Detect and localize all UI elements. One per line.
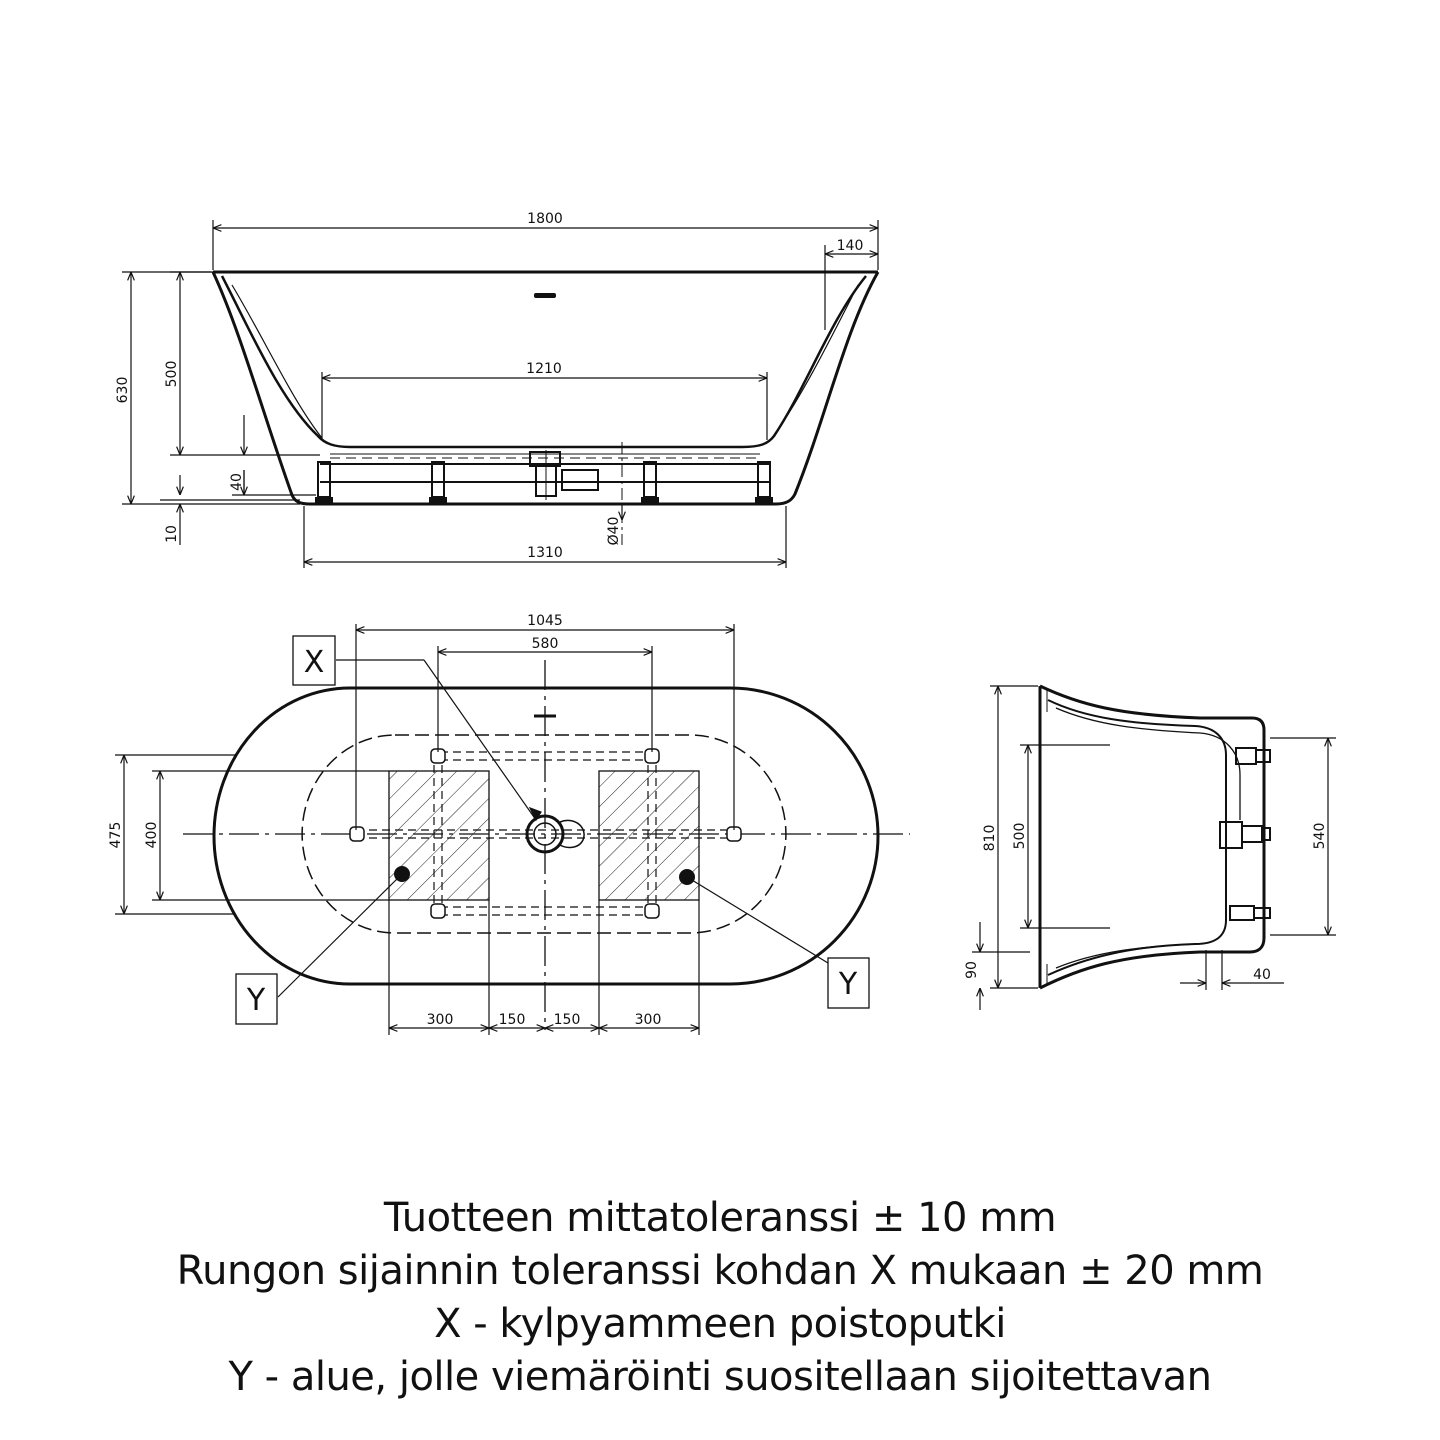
top-view <box>108 613 910 1035</box>
dim-500-side: 500 <box>164 360 180 388</box>
dim-630: 630 <box>115 376 131 404</box>
dim-540: 540 <box>1312 822 1328 850</box>
end-view <box>964 686 1336 1010</box>
dim-1210: 1210 <box>526 361 562 377</box>
note-x-definition: X - kylpyammeen poistoputki <box>434 1301 1006 1347</box>
dim-400: 400 <box>144 821 160 849</box>
dim-90: 90 <box>964 961 980 979</box>
side-view <box>115 211 878 568</box>
dim-300-left: 300 <box>426 1012 454 1028</box>
top-view-outer-outline <box>214 688 878 984</box>
tolerance-notes <box>0 1192 1440 1404</box>
marker-y-left-label: Y <box>246 983 266 1018</box>
dim-150-left: 150 <box>498 1012 526 1028</box>
dim-140: 140 <box>836 238 864 254</box>
note-frame-tolerance: Rungon sijainnin toleranssi kohdan X mukaan ± 20 mm <box>176 1248 1264 1294</box>
dim-1045: 1045 <box>527 613 563 629</box>
dim-810: 810 <box>982 824 998 852</box>
end-view-tub-outline <box>1040 686 1264 988</box>
note-y-definition: Y - alue, jolle viemäröinti suositellaan sijoitettavan <box>228 1354 1212 1400</box>
dim-1800: 1800 <box>527 211 563 227</box>
dim-10: 10 <box>164 525 180 543</box>
dim-1310: 1310 <box>527 545 563 561</box>
marker-y-right-label: Y <box>838 967 858 1002</box>
marker-x-label: X <box>303 645 325 680</box>
dim-40-side: 40 <box>229 473 245 491</box>
dim-drain-diameter: Ø40 <box>606 516 622 546</box>
note-dimension-tolerance: Tuotteen mittatoleranssi ± 10 mm <box>383 1195 1057 1241</box>
dim-300-right: 300 <box>634 1012 662 1028</box>
dim-580: 580 <box>531 636 559 652</box>
dim-500-end: 500 <box>1012 822 1028 850</box>
dim-150-right: 150 <box>553 1012 581 1028</box>
overflow-slot <box>534 293 556 298</box>
dim-40-end: 40 <box>1253 967 1271 983</box>
dim-475: 475 <box>108 821 124 849</box>
